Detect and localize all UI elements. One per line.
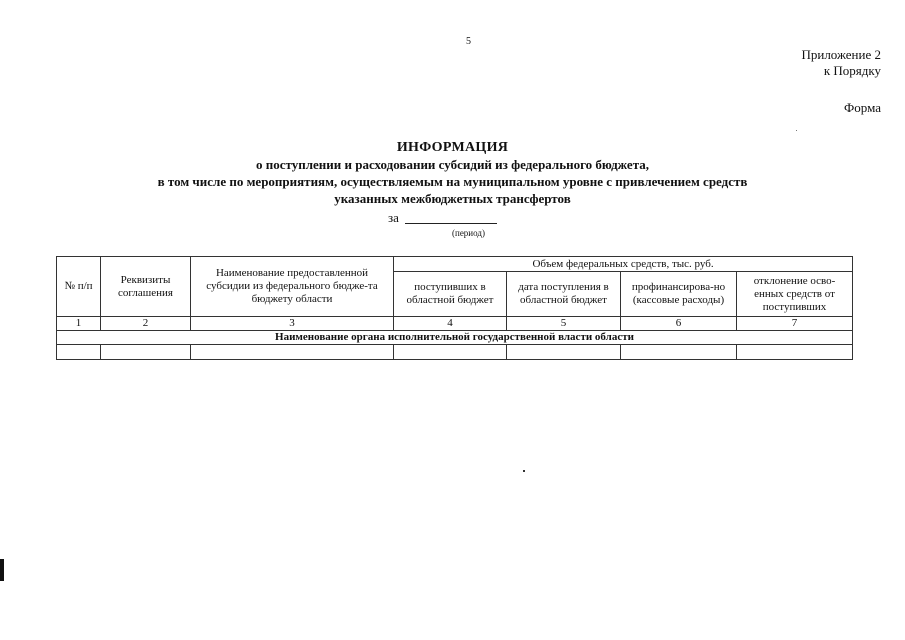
empty-cell xyxy=(57,345,101,360)
header-requisites: Реквизиты соглашения xyxy=(101,257,191,317)
column-number: 6 xyxy=(621,317,737,331)
scan-speck xyxy=(523,470,525,472)
period-prefix: за xyxy=(388,210,399,225)
period-caption: (период) xyxy=(452,228,485,238)
header-row-1 xyxy=(57,257,853,272)
page-number: 5 xyxy=(466,36,471,47)
subsidy-table xyxy=(56,256,853,360)
header-num: № п/п xyxy=(57,257,101,317)
scan-edge-mark xyxy=(0,559,4,581)
empty-cell xyxy=(191,345,394,360)
form-label: Форма xyxy=(844,100,881,115)
title-line-1: о поступлении и расходовании субсидий из федерального бюджета, xyxy=(255,157,649,172)
period-blank-field xyxy=(405,223,497,224)
column-number: 2 xyxy=(101,317,191,331)
empty-cell xyxy=(737,345,853,360)
header-received: поступивших в областной бюджет xyxy=(394,272,507,317)
column-number: 5 xyxy=(507,317,621,331)
scan-speck xyxy=(796,130,797,131)
empty-cell xyxy=(507,345,621,360)
column-number: 7 xyxy=(737,317,853,331)
appendix-line-2: к Порядку xyxy=(823,63,881,78)
organ-row xyxy=(57,331,853,345)
document-title xyxy=(0,139,905,207)
title-main: ИНФОРМАЦИЯ xyxy=(396,140,509,155)
title-line-3: указанных межбюджетных трансфертов xyxy=(334,191,571,206)
empty-cell xyxy=(621,345,737,360)
table-row xyxy=(57,345,853,360)
column-number: 1 xyxy=(57,317,101,331)
organ-name-cell: Наименование органа исполнительной государственной власти области xyxy=(57,331,853,345)
header-date-received: дата поступления в областной бюджет xyxy=(507,272,621,317)
column-number-row xyxy=(57,317,853,331)
column-number: 4 xyxy=(394,317,507,331)
header-volume-group: Объем федеральных средств, тыс. руб. xyxy=(394,257,853,272)
title-line-2: в том числе по мероприятиям, осуществляемым на муниципальном уровне с привлечением средств xyxy=(157,174,748,189)
column-number: 3 xyxy=(191,317,394,331)
header-deviation: отклонение осво-енных средств от поступивших xyxy=(737,272,853,317)
period-row xyxy=(0,210,905,226)
empty-cell xyxy=(394,345,507,360)
empty-cell xyxy=(101,345,191,360)
appendix-reference xyxy=(801,47,881,79)
header-subsidy-name: Наименование предоставленной субсидии из федерального бюдже-та бюджету области xyxy=(191,257,394,317)
header-financed: профинансирова-но (кассовые расходы) xyxy=(621,272,737,317)
appendix-line-1: Приложение 2 xyxy=(801,47,881,62)
